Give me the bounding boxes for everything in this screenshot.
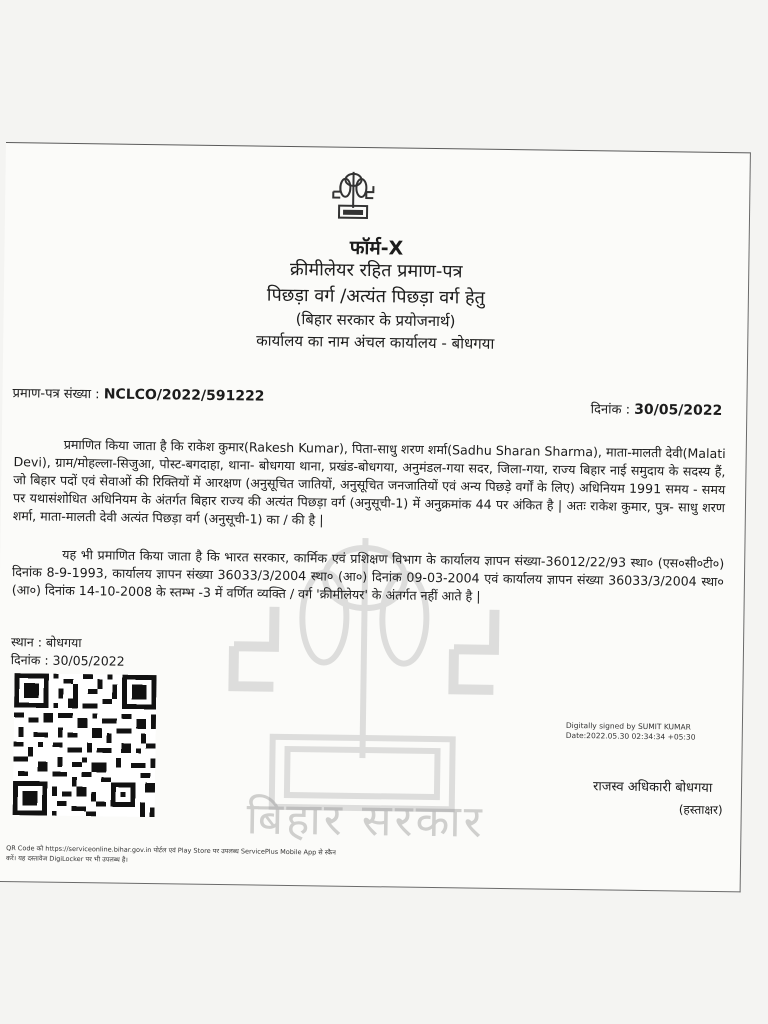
certificate-title: क्रीमीलेयर रहित प्रमाण-पत्र — [289, 258, 463, 283]
certificate-number-label: प्रमाण-पत्र संख्या : — [12, 386, 100, 403]
issue-date-value: 30/05/2022 — [634, 401, 723, 420]
issue-date-label: दिनांक : — [590, 402, 631, 418]
issue-date — [591, 399, 723, 419]
place-line: स्थान : बोधगया — [10, 634, 82, 651]
form-title: फॉर्म-X — [349, 236, 404, 260]
qr-footnote — [6, 843, 606, 871]
certificate-number — [12, 383, 264, 405]
date-line: दिनांक : 30/05/2022 — [10, 652, 125, 669]
qr-code — [13, 673, 157, 817]
digital-signature — [566, 721, 696, 743]
signature-label: (हस्ताक्षर) — [678, 802, 723, 818]
office-name: कार्यालय का नाम अंचल कार्यालय - बोधगया — [256, 331, 495, 353]
paragraph-1-text: प्रमाणित किया जाता है कि राकेश कुमार(Rakesh Kumar), पिता-साधु शरण शर्मा(Sadhu Sharan Sharma), माता-मालती देवी(Malati Devi), ग्राम/मोहल्ला-सिजुआ, पोस्ट-बगदाहा, थाना- बोधगया थाना, प्रखंड-बोधगया, अनुमंडल-गया सदर, जिला-गया, राज्य बिहार नाई समुदाय के सदस्य हैं, जो बिहार पदों एवं सेवाओं की रिक्तियों में आरक्षण (अनुसूचित जातियों, अनुसूचित जनजातियों एवं अन्य पिछड़े वर्गों के लिए) अधिनियम 1991 समय - समय पर यथासंशोधित अधिनियम के अंतर्गत बिहार राज्य की अत्यंत पिछड़ा वर्ग (अनुसूची-1) में अनुक्रमांक 44 पर अंकित है | अतः राकेश कुमार, पुत्र- साधु शरण शर्मा, माता-मालती देवी अत्यंत पिछड़ा वर्ग (अनुसूची-1) का / की है | — [12, 436, 726, 528]
certificate-subtitle: पिछड़ा वर्ग /अत्यंत पिछड़ा वर्ग हेतु — [266, 284, 486, 309]
certificate-paragraph-1 — [13, 435, 726, 535]
certificate-sheet — [0, 142, 751, 892]
digital-signature-line-1: Digitally signed by SUMIT KUMAR — [565, 720, 691, 732]
digital-signature-line-2: Date:2022.05.30 02:34:34 +05:30 — [565, 730, 696, 742]
certificate-number-value: NCLCO/2022/591222 — [103, 386, 265, 405]
qr-footnote-line-2: करें। यह दस्तावेज DigiLocker पर भी उपलब्ध है। — [5, 854, 128, 864]
certificate-paragraph-2 — [12, 545, 725, 609]
bihar-emblem-watermark — [211, 496, 516, 830]
bihar-emblem-icon — [329, 168, 378, 227]
paragraph-2-text: यह भी प्रमाणित किया जाता है कि भारत सरकार, कार्मिक एवं प्रशिक्षण विभाग के कार्यालय ज्ञापन संख्या-36012/22/93 स्था० (एस०सी०टी०) दिनांक 8-9-1993, कार्यालय ज्ञापन संख्या 36033/3/2004 स्था० (आ०) दिनांक 09-03-2004 एवं कार्यालय ज्ञापन संख्या 36033/3/2004 स्था० (आ०) दिनांक 14-10-2008 के स्तम्भ -3 में वर्णित व्यक्ति / वर्ग 'क्रीमीलेयर' के अंतर्गत नहीं आते है | — [11, 546, 725, 604]
watermark-text: बिहार सरकार — [246, 793, 486, 848]
certificate-purpose: (बिहार सरकार के प्रयोजनार्थ) — [295, 310, 456, 331]
officer-title: राजस्व अधिकारी बोधगया — [592, 779, 713, 796]
qr-footnote-line-1: QR Code को https://serviceonline.bihar.gov.in पोर्टल एवं Play Store पर उपलब्ध ServicePlus Mobile App से स्कैन — [6, 844, 336, 857]
